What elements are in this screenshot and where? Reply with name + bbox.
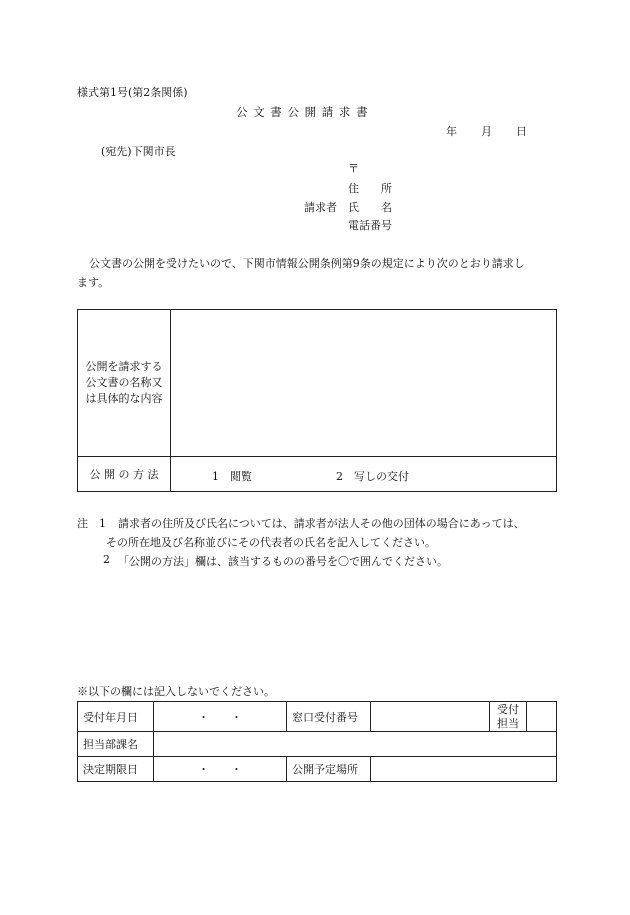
received-date-dots: ・ ・ — [198, 710, 242, 724]
window-number-label-text: 窓口受付番号 — [292, 710, 358, 724]
document-title: 公 文 書 公 開 請 求 書 — [236, 105, 369, 119]
department-label-text: 担当部課名 — [83, 738, 138, 751]
name-label: 氏 名 — [348, 201, 392, 214]
request-content-label-line: 公文書の名称又 — [85, 376, 163, 389]
office-use-heading: ※以下の欄には記入しないでください。 — [77, 685, 275, 698]
address-label: 住 所 — [348, 182, 392, 195]
form-number: 様式第1号(第2条関係) — [77, 86, 188, 99]
disclosure-place-label — [287, 757, 371, 782]
deadline-label-text: 決定期限日 — [83, 763, 138, 776]
note2-text: 「公開の方法」欄は、該当するものの番号を〇で囲んでください。 — [118, 555, 448, 568]
method-field[interactable] — [171, 457, 557, 492]
request-content-label — [78, 310, 171, 457]
disclosure-place-field[interactable] — [371, 757, 557, 782]
phone-label: 電話番号 — [348, 219, 392, 232]
date-day: 日 — [516, 125, 527, 138]
body-text-line2: ます。 — [77, 276, 110, 289]
note1-prefix: 注 1 — [77, 517, 106, 530]
receiver-label-line: 受付 — [497, 702, 519, 716]
method-option-inspection[interactable]: 1 閲覧 — [212, 470, 252, 483]
addressee: (宛先)下関市長 — [101, 145, 176, 158]
body-text-line1: 公文書の公開を受けたいので、下関市情報公開条例第9条の規定により次のとおり請求し — [89, 257, 525, 270]
department-label — [78, 732, 154, 757]
deadline-dots: ・ ・ — [198, 763, 242, 776]
received-date-label-text: 受付年月日 — [83, 710, 138, 724]
window-number-label — [287, 702, 371, 732]
postal-mark: 〒 — [348, 162, 359, 175]
department-field[interactable] — [154, 732, 557, 757]
window-number-field[interactable] — [371, 702, 490, 732]
deadline-field[interactable] — [154, 757, 287, 782]
receiver-field[interactable] — [527, 702, 557, 732]
method-label-text: 公 開 の 方 法 — [89, 468, 159, 481]
note2-prefix: 2 — [103, 553, 110, 566]
received-date-label — [78, 702, 154, 732]
note1-line1: 請求者の住所及び氏名については、請求者が法人その他の団体の場合にあっては、 — [118, 517, 525, 530]
disclosure-place-label-text: 公開予定場所 — [292, 763, 358, 776]
date-month: 月 — [481, 125, 492, 138]
receiver-label — [490, 702, 527, 732]
office-use-table — [77, 701, 557, 782]
request-table — [77, 309, 557, 492]
method-option-copy[interactable]: 2 写しの交付 — [336, 470, 409, 483]
request-content-label-line: 公開を請求する — [85, 360, 163, 373]
request-content-label-line: は具体的な内容 — [85, 392, 163, 405]
deadline-label — [78, 757, 154, 782]
requester-role-label: 請求者 — [304, 201, 337, 214]
date-year: 年 — [446, 125, 457, 138]
request-content-field[interactable] — [171, 310, 557, 457]
receiver-label-line: 担当 — [497, 716, 519, 730]
method-label — [78, 457, 171, 492]
note1-line2: その所在地及び名称並びにその代表者の氏名を記入してください。 — [106, 536, 436, 549]
received-date-field[interactable] — [154, 702, 287, 732]
